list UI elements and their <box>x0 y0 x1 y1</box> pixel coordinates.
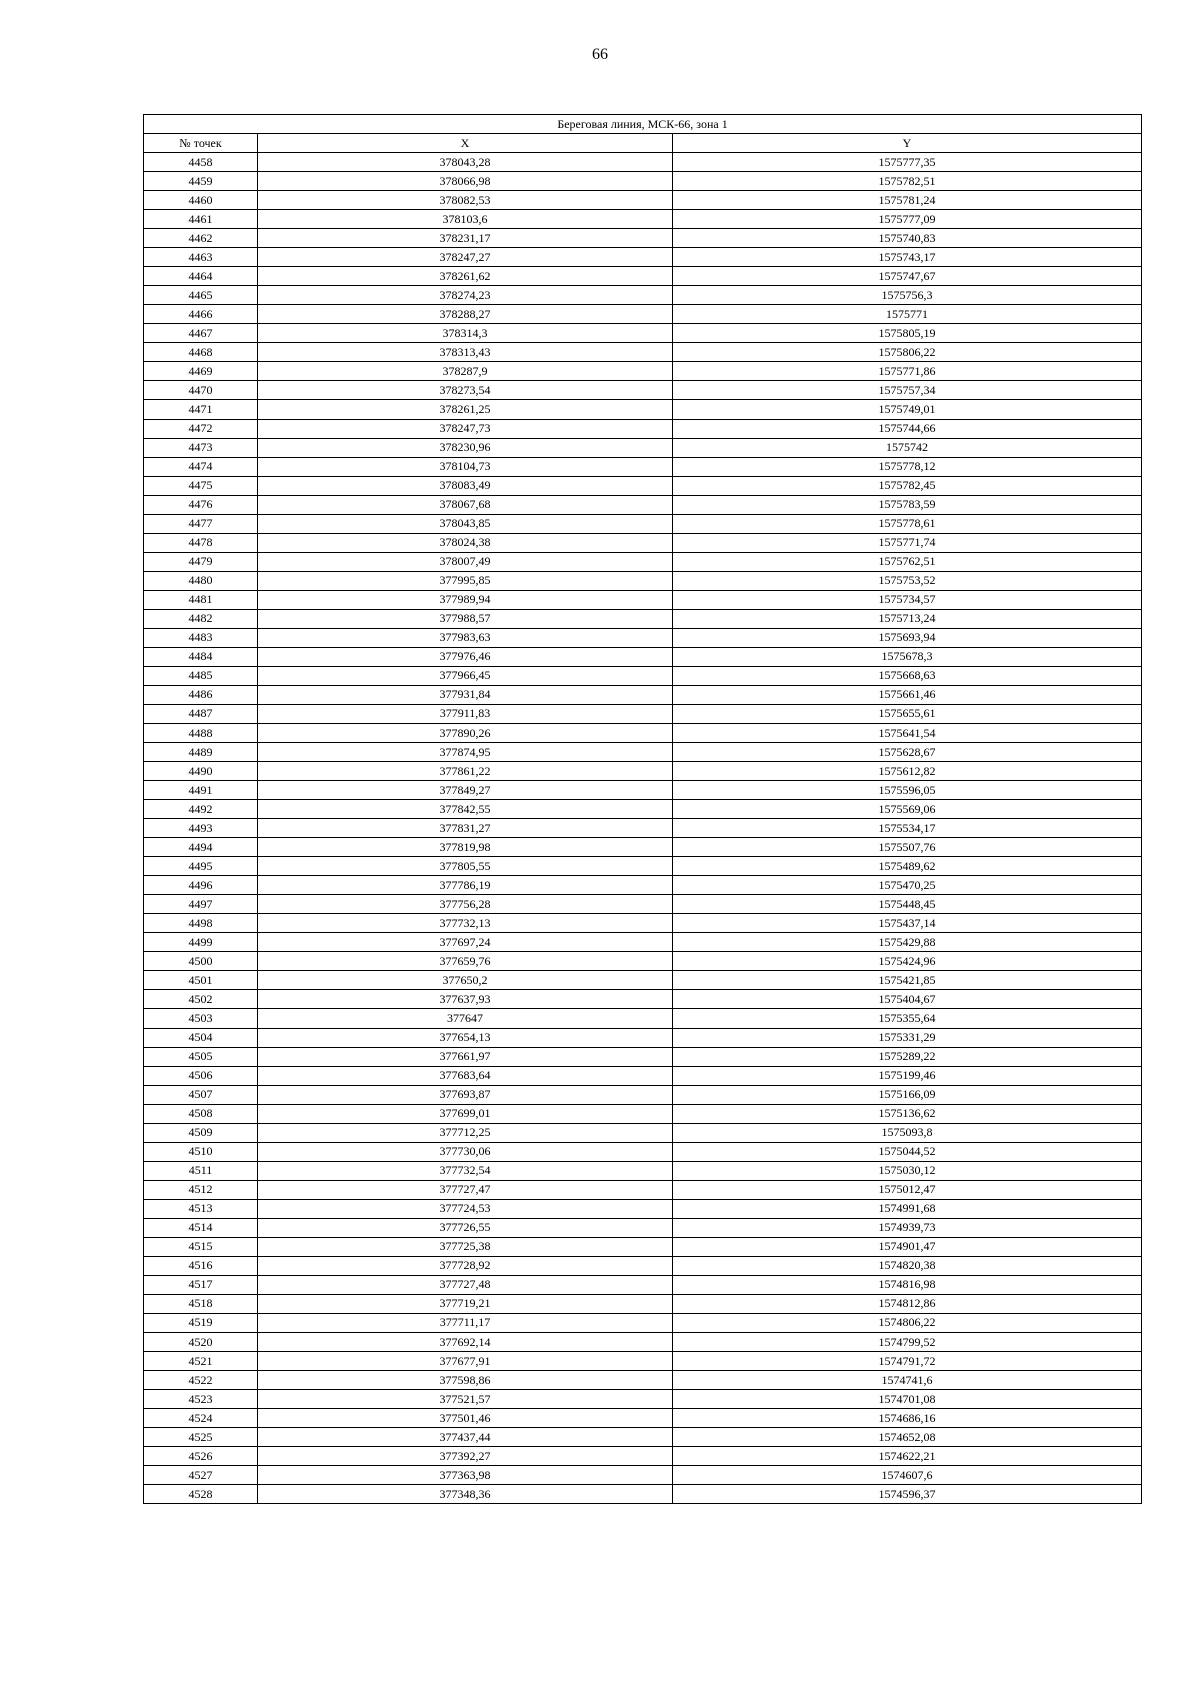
y-coordinate-cell: 1575749,01 <box>673 400 1142 419</box>
table-row <box>144 1085 1142 1104</box>
table-row <box>144 1066 1142 1085</box>
y-coordinate-cell: 1574701,08 <box>673 1390 1142 1409</box>
point-number-cell: 4511 <box>144 1161 258 1180</box>
point-number-cell: 4483 <box>144 628 258 647</box>
y-coordinate-cell: 1575199,46 <box>673 1066 1142 1085</box>
table-row <box>144 724 1142 743</box>
x-coordinate-cell: 378247,73 <box>258 419 673 438</box>
table-row <box>144 1123 1142 1142</box>
point-number-cell: 4463 <box>144 248 258 267</box>
table-row <box>144 381 1142 400</box>
column-header-y: Y <box>673 134 1142 153</box>
x-coordinate-cell: 377988,57 <box>258 609 673 628</box>
y-coordinate-cell: 1575424,96 <box>673 952 1142 971</box>
table-row <box>144 419 1142 438</box>
point-number-cell: 4506 <box>144 1066 258 1085</box>
y-coordinate-cell: 1575289,22 <box>673 1047 1142 1066</box>
point-number-cell: 4497 <box>144 895 258 914</box>
x-coordinate-cell: 377727,47 <box>258 1180 673 1199</box>
point-number-cell: 4525 <box>144 1428 258 1447</box>
x-coordinate-cell: 377732,54 <box>258 1161 673 1180</box>
y-coordinate-cell: 1574806,22 <box>673 1313 1142 1332</box>
table-row <box>144 1313 1142 1332</box>
x-coordinate-cell: 377501,46 <box>258 1409 673 1428</box>
y-coordinate-cell: 1575668,63 <box>673 666 1142 685</box>
point-number-cell: 4490 <box>144 762 258 781</box>
table-row <box>144 267 1142 286</box>
x-coordinate-cell: 377711,17 <box>258 1313 673 1332</box>
x-coordinate-cell: 377995,85 <box>258 571 673 590</box>
table-row <box>144 400 1142 419</box>
point-number-cell: 4487 <box>144 704 258 723</box>
point-number-cell: 4471 <box>144 400 258 419</box>
y-coordinate-cell: 1574596,37 <box>673 1485 1142 1504</box>
y-coordinate-cell: 1574741,6 <box>673 1371 1142 1390</box>
point-number-cell: 4523 <box>144 1390 258 1409</box>
point-number-cell: 4489 <box>144 743 258 762</box>
table-body <box>144 153 1142 1504</box>
y-coordinate-cell: 1575777,09 <box>673 210 1142 229</box>
x-coordinate-cell: 377647 <box>258 1009 673 1028</box>
point-number-cell: 4485 <box>144 666 258 685</box>
y-coordinate-cell: 1575421,85 <box>673 971 1142 990</box>
point-number-cell: 4472 <box>144 419 258 438</box>
table-row <box>144 800 1142 819</box>
table-row <box>144 1009 1142 1028</box>
x-coordinate-cell: 377732,13 <box>258 914 673 933</box>
x-coordinate-cell: 378104,73 <box>258 457 673 476</box>
point-number-cell: 4482 <box>144 609 258 628</box>
y-coordinate-cell: 1575641,54 <box>673 724 1142 743</box>
y-coordinate-cell: 1575756,3 <box>673 286 1142 305</box>
y-coordinate-cell: 1575783,59 <box>673 495 1142 514</box>
table-row <box>144 914 1142 933</box>
table-row <box>144 1180 1142 1199</box>
point-number-cell: 4480 <box>144 571 258 590</box>
y-coordinate-cell: 1574607,6 <box>673 1466 1142 1485</box>
y-coordinate-cell: 1575806,22 <box>673 343 1142 362</box>
x-coordinate-cell: 378083,49 <box>258 476 673 495</box>
table-row <box>144 552 1142 571</box>
y-coordinate-cell: 1574820,38 <box>673 1256 1142 1275</box>
y-coordinate-cell: 1575437,14 <box>673 914 1142 933</box>
y-coordinate-cell: 1575678,3 <box>673 647 1142 666</box>
page-number: 66 <box>592 46 608 63</box>
point-number-cell: 4500 <box>144 952 258 971</box>
point-number-cell: 4461 <box>144 210 258 229</box>
point-number-cell: 4495 <box>144 857 258 876</box>
table-row <box>144 1409 1142 1428</box>
table-row <box>144 343 1142 362</box>
x-coordinate-cell: 377650,2 <box>258 971 673 990</box>
point-number-cell: 4527 <box>144 1466 258 1485</box>
table-row <box>144 1256 1142 1275</box>
table-row <box>144 1028 1142 1047</box>
y-coordinate-cell: 1575093,8 <box>673 1123 1142 1142</box>
y-coordinate-cell: 1575470,25 <box>673 876 1142 895</box>
x-coordinate-cell: 378261,62 <box>258 267 673 286</box>
point-number-cell: 4509 <box>144 1123 258 1142</box>
x-coordinate-cell: 378288,27 <box>258 305 673 324</box>
point-number-cell: 4465 <box>144 286 258 305</box>
y-coordinate-cell: 1575569,06 <box>673 800 1142 819</box>
point-number-cell: 4488 <box>144 724 258 743</box>
table-row <box>144 476 1142 495</box>
y-coordinate-cell: 1575655,61 <box>673 704 1142 723</box>
table-row <box>144 838 1142 857</box>
y-coordinate-cell: 1575404,67 <box>673 990 1142 1009</box>
x-coordinate-cell: 377724,53 <box>258 1199 673 1218</box>
x-coordinate-cell: 377890,26 <box>258 724 673 743</box>
y-coordinate-cell: 1575136,62 <box>673 1104 1142 1123</box>
table-row <box>144 857 1142 876</box>
table-row <box>144 305 1142 324</box>
table-row <box>144 438 1142 457</box>
y-coordinate-cell: 1574812,86 <box>673 1294 1142 1313</box>
y-coordinate-cell: 1575781,24 <box>673 191 1142 210</box>
point-number-cell: 4466 <box>144 305 258 324</box>
table-row <box>144 153 1142 172</box>
table-row <box>144 762 1142 781</box>
table-row <box>144 1333 1142 1352</box>
y-coordinate-cell: 1575596,05 <box>673 781 1142 800</box>
point-number-cell: 4493 <box>144 819 258 838</box>
x-coordinate-cell: 377874,95 <box>258 743 673 762</box>
x-coordinate-cell: 377849,27 <box>258 781 673 800</box>
table-row <box>144 286 1142 305</box>
x-coordinate-cell: 378274,23 <box>258 286 673 305</box>
y-coordinate-cell: 1575771,74 <box>673 533 1142 552</box>
y-coordinate-cell: 1575753,52 <box>673 571 1142 590</box>
y-coordinate-cell: 1575747,67 <box>673 267 1142 286</box>
point-number-cell: 4520 <box>144 1333 258 1352</box>
y-coordinate-cell: 1575628,67 <box>673 743 1142 762</box>
point-number-cell: 4475 <box>144 476 258 495</box>
y-coordinate-cell: 1574901,47 <box>673 1237 1142 1256</box>
table-row <box>144 685 1142 704</box>
table-row <box>144 666 1142 685</box>
y-coordinate-cell: 1575782,51 <box>673 172 1142 191</box>
point-number-cell: 4473 <box>144 438 258 457</box>
table-row <box>144 495 1142 514</box>
table-row <box>144 248 1142 267</box>
x-coordinate-cell: 377976,46 <box>258 647 673 666</box>
x-coordinate-cell: 377683,64 <box>258 1066 673 1085</box>
table-title: Береговая линия, МСК-66, зона 1 <box>144 115 1142 134</box>
x-coordinate-cell: 377348,36 <box>258 1485 673 1504</box>
x-coordinate-cell: 377756,28 <box>258 895 673 914</box>
y-coordinate-cell: 1575713,24 <box>673 609 1142 628</box>
point-number-cell: 4492 <box>144 800 258 819</box>
table-row <box>144 609 1142 628</box>
point-number-cell: 4499 <box>144 933 258 952</box>
table-row <box>144 1428 1142 1447</box>
point-number-cell: 4518 <box>144 1294 258 1313</box>
x-coordinate-cell: 377363,98 <box>258 1466 673 1485</box>
x-coordinate-cell: 377598,86 <box>258 1371 673 1390</box>
point-number-cell: 4505 <box>144 1047 258 1066</box>
point-number-cell: 4470 <box>144 381 258 400</box>
point-number-cell: 4503 <box>144 1009 258 1028</box>
y-coordinate-cell: 1575771,86 <box>673 362 1142 381</box>
x-coordinate-cell: 377712,25 <box>258 1123 673 1142</box>
y-coordinate-cell: 1575044,52 <box>673 1142 1142 1161</box>
table-row <box>144 1199 1142 1218</box>
y-coordinate-cell: 1575331,29 <box>673 1028 1142 1047</box>
table-row <box>144 590 1142 609</box>
x-coordinate-cell: 377805,55 <box>258 857 673 876</box>
table-row <box>144 1371 1142 1390</box>
table-row <box>144 1218 1142 1237</box>
y-coordinate-cell: 1575762,51 <box>673 552 1142 571</box>
table-row <box>144 895 1142 914</box>
table-row <box>144 1466 1142 1485</box>
x-coordinate-cell: 377725,38 <box>258 1237 673 1256</box>
coordinates-table <box>143 114 1142 1504</box>
x-coordinate-cell: 378273,54 <box>258 381 673 400</box>
point-number-cell: 4486 <box>144 685 258 704</box>
point-number-cell: 4522 <box>144 1371 258 1390</box>
point-number-cell: 4502 <box>144 990 258 1009</box>
point-number-cell: 4468 <box>144 343 258 362</box>
x-coordinate-cell: 378024,38 <box>258 533 673 552</box>
table-row <box>144 533 1142 552</box>
table-row <box>144 876 1142 895</box>
y-coordinate-cell: 1575778,12 <box>673 457 1142 476</box>
x-coordinate-cell: 377692,14 <box>258 1333 673 1352</box>
x-coordinate-cell: 378007,49 <box>258 552 673 571</box>
x-coordinate-cell: 377786,19 <box>258 876 673 895</box>
table-row <box>144 324 1142 343</box>
x-coordinate-cell: 377699,01 <box>258 1104 673 1123</box>
point-number-cell: 4517 <box>144 1275 258 1294</box>
table-row <box>144 210 1142 229</box>
x-coordinate-cell: 377730,06 <box>258 1142 673 1161</box>
x-coordinate-cell: 378103,6 <box>258 210 673 229</box>
table-row <box>144 191 1142 210</box>
x-coordinate-cell: 378231,17 <box>258 229 673 248</box>
y-coordinate-cell: 1575507,76 <box>673 838 1142 857</box>
point-number-cell: 4516 <box>144 1256 258 1275</box>
y-coordinate-cell: 1575740,83 <box>673 229 1142 248</box>
x-coordinate-cell: 377831,27 <box>258 819 673 838</box>
x-coordinate-cell: 377989,94 <box>258 590 673 609</box>
table-row <box>144 1161 1142 1180</box>
table-row <box>144 971 1142 990</box>
y-coordinate-cell: 1575778,61 <box>673 514 1142 533</box>
point-number-cell: 4521 <box>144 1352 258 1371</box>
y-coordinate-cell: 1575693,94 <box>673 628 1142 647</box>
table-row <box>144 514 1142 533</box>
x-coordinate-cell: 377931,84 <box>258 685 673 704</box>
y-coordinate-cell: 1574686,16 <box>673 1409 1142 1428</box>
y-coordinate-cell: 1575805,19 <box>673 324 1142 343</box>
y-coordinate-cell: 1574799,52 <box>673 1333 1142 1352</box>
y-coordinate-cell: 1575355,64 <box>673 1009 1142 1028</box>
y-coordinate-cell: 1574622,21 <box>673 1447 1142 1466</box>
point-number-cell: 4524 <box>144 1409 258 1428</box>
y-coordinate-cell: 1574791,72 <box>673 1352 1142 1371</box>
x-coordinate-cell: 377727,48 <box>258 1275 673 1294</box>
point-number-cell: 4479 <box>144 552 258 571</box>
x-coordinate-cell: 377983,63 <box>258 628 673 647</box>
table-header-row <box>144 134 1142 153</box>
point-number-cell: 4496 <box>144 876 258 895</box>
y-coordinate-cell: 1575771 <box>673 305 1142 324</box>
y-coordinate-cell: 1574816,98 <box>673 1275 1142 1294</box>
x-coordinate-cell: 377719,21 <box>258 1294 673 1313</box>
y-coordinate-cell: 1575030,12 <box>673 1161 1142 1180</box>
y-coordinate-cell: 1575757,34 <box>673 381 1142 400</box>
point-number-cell: 4462 <box>144 229 258 248</box>
x-coordinate-cell: 378230,96 <box>258 438 673 457</box>
table-row <box>144 628 1142 647</box>
table-row <box>144 1142 1142 1161</box>
point-number-cell: 4464 <box>144 267 258 286</box>
point-number-cell: 4491 <box>144 781 258 800</box>
point-number-cell: 4508 <box>144 1104 258 1123</box>
point-number-cell: 4507 <box>144 1085 258 1104</box>
y-coordinate-cell: 1575661,46 <box>673 685 1142 704</box>
x-coordinate-cell: 378261,25 <box>258 400 673 419</box>
y-coordinate-cell: 1575012,47 <box>673 1180 1142 1199</box>
point-number-cell: 4458 <box>144 153 258 172</box>
table-row <box>144 647 1142 666</box>
x-coordinate-cell: 378066,98 <box>258 172 673 191</box>
table-row <box>144 819 1142 838</box>
column-header-point-number: № точек <box>144 134 258 153</box>
table-row <box>144 1237 1142 1256</box>
point-number-cell: 4474 <box>144 457 258 476</box>
table-row <box>144 1447 1142 1466</box>
x-coordinate-cell: 377966,45 <box>258 666 673 685</box>
point-number-cell: 4528 <box>144 1485 258 1504</box>
table-row <box>144 172 1142 191</box>
x-coordinate-cell: 377637,93 <box>258 990 673 1009</box>
table-row <box>144 362 1142 381</box>
x-coordinate-cell: 377693,87 <box>258 1085 673 1104</box>
point-number-cell: 4467 <box>144 324 258 343</box>
y-coordinate-cell: 1575782,45 <box>673 476 1142 495</box>
table-row <box>144 1047 1142 1066</box>
x-coordinate-cell: 377654,13 <box>258 1028 673 1047</box>
x-coordinate-cell: 378043,85 <box>258 514 673 533</box>
x-coordinate-cell: 378067,68 <box>258 495 673 514</box>
table-row <box>144 1390 1142 1409</box>
point-number-cell: 4515 <box>144 1237 258 1256</box>
table-row <box>144 990 1142 1009</box>
x-coordinate-cell: 377697,24 <box>258 933 673 952</box>
table-row <box>144 933 1142 952</box>
y-coordinate-cell: 1574652,08 <box>673 1428 1142 1447</box>
x-coordinate-cell: 377911,83 <box>258 704 673 723</box>
table-row <box>144 1485 1142 1504</box>
point-number-cell: 4501 <box>144 971 258 990</box>
point-number-cell: 4504 <box>144 1028 258 1047</box>
point-number-cell: 4519 <box>144 1313 258 1332</box>
point-number-cell: 4476 <box>144 495 258 514</box>
x-coordinate-cell: 377437,44 <box>258 1428 673 1447</box>
point-number-cell: 4469 <box>144 362 258 381</box>
column-header-x: X <box>258 134 673 153</box>
x-coordinate-cell: 377819,98 <box>258 838 673 857</box>
x-coordinate-cell: 377392,27 <box>258 1447 673 1466</box>
y-coordinate-cell: 1575743,17 <box>673 248 1142 267</box>
y-coordinate-cell: 1575534,17 <box>673 819 1142 838</box>
point-number-cell: 4510 <box>144 1142 258 1161</box>
y-coordinate-cell: 1575734,57 <box>673 590 1142 609</box>
y-coordinate-cell: 1575429,88 <box>673 933 1142 952</box>
x-coordinate-cell: 378247,27 <box>258 248 673 267</box>
x-coordinate-cell: 378082,53 <box>258 191 673 210</box>
x-coordinate-cell: 378287,9 <box>258 362 673 381</box>
table-row <box>144 1294 1142 1313</box>
table-row <box>144 1352 1142 1371</box>
y-coordinate-cell: 1575489,62 <box>673 857 1142 876</box>
point-number-cell: 4478 <box>144 533 258 552</box>
x-coordinate-cell: 377661,97 <box>258 1047 673 1066</box>
point-number-cell: 4459 <box>144 172 258 191</box>
point-number-cell: 4494 <box>144 838 258 857</box>
point-number-cell: 4513 <box>144 1199 258 1218</box>
table-row <box>144 1275 1142 1294</box>
table-row <box>144 952 1142 971</box>
point-number-cell: 4484 <box>144 647 258 666</box>
table-row <box>144 704 1142 723</box>
x-coordinate-cell: 378314,3 <box>258 324 673 343</box>
table-row <box>144 229 1142 248</box>
x-coordinate-cell: 378043,28 <box>258 153 673 172</box>
table-row <box>144 781 1142 800</box>
table-row <box>144 571 1142 590</box>
table-row <box>144 743 1142 762</box>
x-coordinate-cell: 377861,22 <box>258 762 673 781</box>
x-coordinate-cell: 377842,55 <box>258 800 673 819</box>
y-coordinate-cell: 1574939,73 <box>673 1218 1142 1237</box>
point-number-cell: 4512 <box>144 1180 258 1199</box>
y-coordinate-cell: 1575612,82 <box>673 762 1142 781</box>
x-coordinate-cell: 377726,55 <box>258 1218 673 1237</box>
point-number-cell: 4477 <box>144 514 258 533</box>
point-number-cell: 4498 <box>144 914 258 933</box>
y-coordinate-cell: 1574991,68 <box>673 1199 1142 1218</box>
point-number-cell: 4526 <box>144 1447 258 1466</box>
y-coordinate-cell: 1575166,09 <box>673 1085 1142 1104</box>
table-row <box>144 1104 1142 1123</box>
table-row <box>144 457 1142 476</box>
y-coordinate-cell: 1575742 <box>673 438 1142 457</box>
x-coordinate-cell: 377677,91 <box>258 1352 673 1371</box>
y-coordinate-cell: 1575744,66 <box>673 419 1142 438</box>
point-number-cell: 4514 <box>144 1218 258 1237</box>
x-coordinate-cell: 378313,43 <box>258 343 673 362</box>
x-coordinate-cell: 377659,76 <box>258 952 673 971</box>
y-coordinate-cell: 1575448,45 <box>673 895 1142 914</box>
x-coordinate-cell: 377728,92 <box>258 1256 673 1275</box>
x-coordinate-cell: 377521,57 <box>258 1390 673 1409</box>
y-coordinate-cell: 1575777,35 <box>673 153 1142 172</box>
point-number-cell: 4481 <box>144 590 258 609</box>
point-number-cell: 4460 <box>144 191 258 210</box>
